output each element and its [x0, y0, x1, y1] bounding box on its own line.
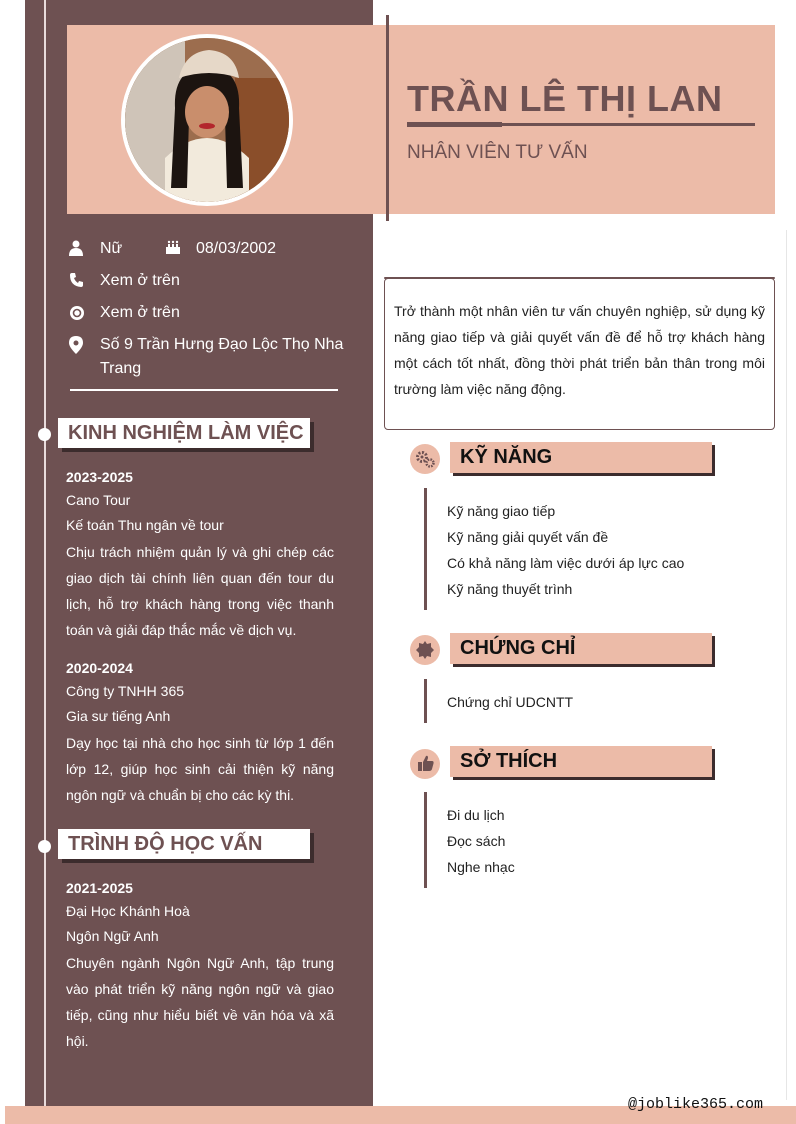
birthday-value: 08/03/2002	[196, 240, 277, 257]
gears-icon	[410, 444, 440, 474]
experience-2-position: Gia sư tiếng Anh	[66, 708, 171, 724]
timeline-line	[44, 0, 46, 1124]
experience-1-description: Chịu trách nhiệm quản lý và ghi chép các giao dịch tài chính liên quan đến tour du lịch, hỗ trợ khách hàng trong việc thanh toán và giải đáp thắc mắc về dịch vụ.	[66, 544, 334, 638]
gender-value: Nữ	[100, 240, 123, 257]
certificates-line	[424, 679, 427, 723]
candidate-name: TRẦN LÊ THỊ LAN	[407, 78, 723, 119]
email-value: Xem ở trên	[100, 304, 180, 321]
avatar	[121, 34, 293, 206]
objective-top-border	[384, 277, 775, 279]
address-value: Số 9 Trần Hưng Đạo Lộc Thọ Nha Trang	[100, 336, 344, 377]
certificate-item: Chứng chỉ UDCNTT	[447, 694, 574, 710]
education-1-major: Ngôn Ngữ Anh	[66, 928, 159, 944]
education-1-years: 2021-2025	[66, 880, 133, 896]
experience-2-company: Công ty TNHH 365	[66, 683, 185, 699]
thumbs-up-icon	[410, 749, 440, 779]
hobbies-line	[424, 792, 427, 888]
experience-heading: KINH NGHIỆM LÀM VIỆC	[58, 418, 310, 448]
timeline-dot	[38, 428, 51, 441]
certificates-heading: CHỨNG CHỈ	[450, 633, 712, 664]
timeline-dot	[38, 840, 51, 853]
skills-heading: KỸ NĂNG	[450, 442, 712, 473]
phone-icon	[69, 272, 85, 288]
hobbies-heading: SỞ THÍCH	[450, 746, 712, 777]
hobby-item: Nghe nhạc	[447, 859, 515, 875]
education-1-description: Chuyên ngành Ngôn Ngữ Anh, tập trung vào phát triển kỹ năng ngôn ngữ và giao tiếp, cũng như hiểu biết về văn hóa và xã hội.	[66, 955, 334, 1049]
career-objective: Trở thành một nhân viên tư vấn chuyên nghiệp, sử dụng kỹ năng giao tiếp và giải quyết vấn đề để hỗ trợ khách hàng một cách tốt nhất, đồng thời phát triển bản thân trong môi trường làm việc năng động.	[384, 278, 775, 430]
skills-line	[424, 488, 427, 610]
experience-1-position: Kế toán Thu ngân về tour	[66, 517, 224, 533]
education-heading: TRÌNH ĐỘ HỌC VẤN	[58, 829, 310, 859]
header-divider	[386, 15, 389, 221]
email-icon	[69, 305, 85, 321]
map-pin-icon	[69, 336, 85, 352]
birthday-cake-icon	[165, 239, 181, 255]
skill-item: Kỹ năng thuyết trình	[447, 581, 573, 597]
phone-value: Xem ở trên	[100, 272, 180, 289]
education-1-school: Đại Học Khánh Hoà	[66, 903, 190, 919]
name-underline-accent	[407, 122, 502, 127]
right-border	[786, 230, 787, 1100]
badge-icon	[410, 635, 440, 665]
experience-1-company: Cano Tour	[66, 492, 131, 508]
candidate-role: NHÂN VIÊN TƯ VẤN	[407, 142, 588, 163]
skill-item: Có khả năng làm việc dưới áp lực cao	[447, 555, 685, 571]
user-icon	[69, 240, 85, 256]
left-divider	[70, 389, 338, 391]
skill-item: Kỹ năng giải quyết vấn đề	[447, 529, 609, 545]
skill-item: Kỹ năng giao tiếp	[447, 503, 556, 519]
footer-brand: @joblike365.com	[627, 1096, 763, 1113]
experience-1-years: 2023-2025	[66, 469, 133, 485]
hobby-item: Đọc sách	[447, 833, 506, 849]
experience-2-description: Dạy học tại nhà cho học sinh từ lớp 1 đến lớp 12, giúp học sinh cải thiện kỹ năng ngôn ngữ và chuẩn bị cho các kỳ thi.	[66, 735, 334, 803]
hobby-item: Đi du lịch	[447, 807, 505, 823]
experience-2-years: 2020-2024	[66, 660, 133, 676]
avatar-photo	[125, 38, 289, 202]
